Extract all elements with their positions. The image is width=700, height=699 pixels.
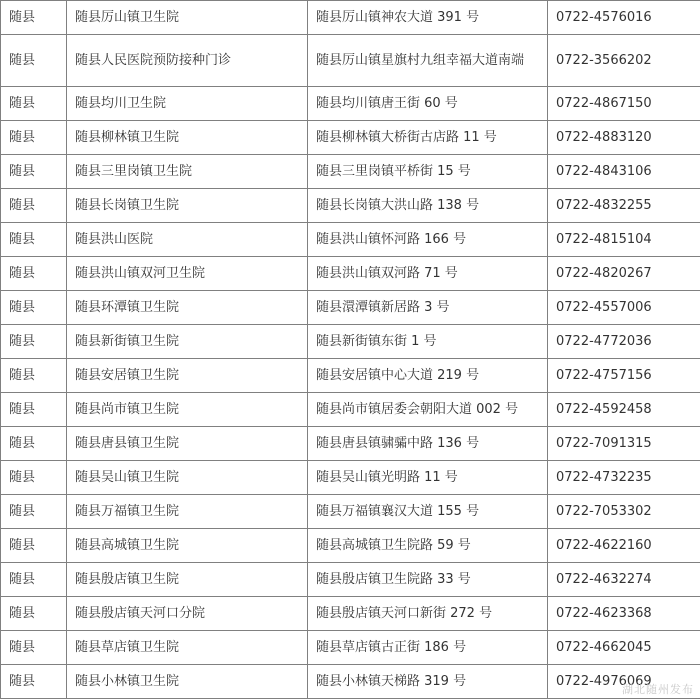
table-row bbox=[1, 529, 700, 563]
table-row bbox=[1, 461, 700, 495]
address-cell: 随县三里岗镇平桥街 15 号 bbox=[308, 155, 548, 189]
phone-cell: 0722-4820267 bbox=[548, 257, 700, 291]
site-name-cell: 随县长岗镇卫生院 bbox=[67, 189, 308, 223]
phone-cell: 0722-7091315 bbox=[548, 427, 700, 461]
phone-cell: 0722-4867150 bbox=[548, 87, 700, 121]
address-cell: 随县高城镇卫生院路 59 号 bbox=[308, 529, 548, 563]
address-cell: 随县澴潭镇新居路 3 号 bbox=[308, 291, 548, 325]
phone-cell: 0722-4757156 bbox=[548, 359, 700, 393]
address-cell: 随县安居镇中心大道 219 号 bbox=[308, 359, 548, 393]
address-cell: 随县厉山镇神农大道 391 号 bbox=[308, 1, 548, 35]
site-name-cell: 随县吴山镇卫生院 bbox=[67, 461, 308, 495]
table-row bbox=[1, 393, 700, 427]
table-body bbox=[1, 1, 700, 699]
site-name-cell: 随县草店镇卫生院 bbox=[67, 631, 308, 665]
county-cell: 随县 bbox=[1, 597, 67, 631]
county-cell: 随县 bbox=[1, 665, 67, 699]
phone-cell: 0722-4815104 bbox=[548, 223, 700, 257]
address-cell: 随县柳林镇大桥街古店路 11 号 bbox=[308, 121, 548, 155]
phone-cell: 0722-4772036 bbox=[548, 325, 700, 359]
site-name-cell: 随县洪山医院 bbox=[67, 223, 308, 257]
county-cell: 随县 bbox=[1, 427, 67, 461]
site-name-cell: 随县均川卫生院 bbox=[67, 87, 308, 121]
table-row bbox=[1, 155, 700, 189]
phone-cell: 0722-4843106 bbox=[548, 155, 700, 189]
county-cell: 随县 bbox=[1, 291, 67, 325]
county-cell: 随县 bbox=[1, 393, 67, 427]
county-cell: 随县 bbox=[1, 189, 67, 223]
table-row bbox=[1, 35, 700, 87]
address-cell: 随县唐县镇骕骦中路 136 号 bbox=[308, 427, 548, 461]
site-name-cell: 随县环潭镇卫生院 bbox=[67, 291, 308, 325]
address-cell: 随县草店镇古正街 186 号 bbox=[308, 631, 548, 665]
site-name-cell: 随县唐县镇卫生院 bbox=[67, 427, 308, 461]
address-cell: 随县长岗镇大洪山路 138 号 bbox=[308, 189, 548, 223]
phone-cell: 0722-4732235 bbox=[548, 461, 700, 495]
site-name-cell: 随县安居镇卫生院 bbox=[67, 359, 308, 393]
address-cell: 随县小林镇天梯路 319 号 bbox=[308, 665, 548, 699]
address-cell: 随县殷店镇卫生院路 33 号 bbox=[308, 563, 548, 597]
phone-cell: 0722-4976069 bbox=[548, 665, 700, 699]
address-cell: 随县万福镇襄汉大道 155 号 bbox=[308, 495, 548, 529]
county-cell: 随县 bbox=[1, 495, 67, 529]
site-name-cell: 随县人民医院预防接种门诊 bbox=[67, 35, 308, 87]
table-row bbox=[1, 257, 700, 291]
site-name-cell: 随县万福镇卫生院 bbox=[67, 495, 308, 529]
county-cell: 随县 bbox=[1, 121, 67, 155]
table-row bbox=[1, 223, 700, 257]
table-row bbox=[1, 359, 700, 393]
county-cell: 随县 bbox=[1, 461, 67, 495]
address-cell: 随县厉山镇星旗村九组幸福大道南端 bbox=[308, 35, 548, 87]
phone-cell: 0722-4576016 bbox=[548, 1, 700, 35]
address-cell: 随县新街镇东街 1 号 bbox=[308, 325, 548, 359]
county-cell: 随县 bbox=[1, 359, 67, 393]
phone-cell: 0722-4832255 bbox=[548, 189, 700, 223]
site-name-cell: 随县厉山镇卫生院 bbox=[67, 1, 308, 35]
address-cell: 随县均川镇唐王街 60 号 bbox=[308, 87, 548, 121]
table-row bbox=[1, 597, 700, 631]
phone-cell: 0722-4557006 bbox=[548, 291, 700, 325]
address-cell: 随县吴山镇光明路 11 号 bbox=[308, 461, 548, 495]
county-cell: 随县 bbox=[1, 87, 67, 121]
county-cell: 随县 bbox=[1, 563, 67, 597]
site-name-cell: 随县三里岗镇卫生院 bbox=[67, 155, 308, 189]
site-name-cell: 随县高城镇卫生院 bbox=[67, 529, 308, 563]
table-row bbox=[1, 325, 700, 359]
phone-cell: 0722-4883120 bbox=[548, 121, 700, 155]
address-cell: 随县尚市镇居委会朝阳大道 002 号 bbox=[308, 393, 548, 427]
county-cell: 随县 bbox=[1, 223, 67, 257]
table-row bbox=[1, 563, 700, 597]
site-name-cell: 随县新街镇卫生院 bbox=[67, 325, 308, 359]
phone-cell: 0722-4662045 bbox=[548, 631, 700, 665]
table-row bbox=[1, 631, 700, 665]
table-row bbox=[1, 427, 700, 461]
site-name-cell: 随县柳林镇卫生院 bbox=[67, 121, 308, 155]
site-name-cell: 随县殷店镇天河口分院 bbox=[67, 597, 308, 631]
address-cell: 随县洪山镇双河路 71 号 bbox=[308, 257, 548, 291]
county-cell: 随县 bbox=[1, 1, 67, 35]
table-row bbox=[1, 665, 700, 699]
county-cell: 随县 bbox=[1, 631, 67, 665]
county-cell: 随县 bbox=[1, 155, 67, 189]
site-name-cell: 随县尚市镇卫生院 bbox=[67, 393, 308, 427]
site-name-cell: 随县小林镇卫生院 bbox=[67, 665, 308, 699]
phone-cell: 0722-4623368 bbox=[548, 597, 700, 631]
site-name-cell: 随县洪山镇双河卫生院 bbox=[67, 257, 308, 291]
phone-cell: 0722-4632274 bbox=[548, 563, 700, 597]
phone-cell: 0722-3566202 bbox=[548, 35, 700, 87]
table-row bbox=[1, 291, 700, 325]
county-cell: 随县 bbox=[1, 529, 67, 563]
table-row bbox=[1, 121, 700, 155]
address-cell: 随县洪山镇怀河路 166 号 bbox=[308, 223, 548, 257]
watermark: 湖北随州发布 bbox=[622, 683, 694, 696]
county-cell: 随县 bbox=[1, 257, 67, 291]
phone-cell: 0722-4592458 bbox=[548, 393, 700, 427]
table-row bbox=[1, 495, 700, 529]
table-row bbox=[1, 87, 700, 121]
county-cell: 随县 bbox=[1, 325, 67, 359]
table-row bbox=[1, 1, 700, 35]
site-name-cell: 随县殷店镇卫生院 bbox=[67, 563, 308, 597]
phone-cell: 0722-4622160 bbox=[548, 529, 700, 563]
table-row bbox=[1, 189, 700, 223]
address-cell: 随县殷店镇天河口新街 272 号 bbox=[308, 597, 548, 631]
phone-cell: 0722-7053302 bbox=[548, 495, 700, 529]
county-cell: 随县 bbox=[1, 35, 67, 87]
